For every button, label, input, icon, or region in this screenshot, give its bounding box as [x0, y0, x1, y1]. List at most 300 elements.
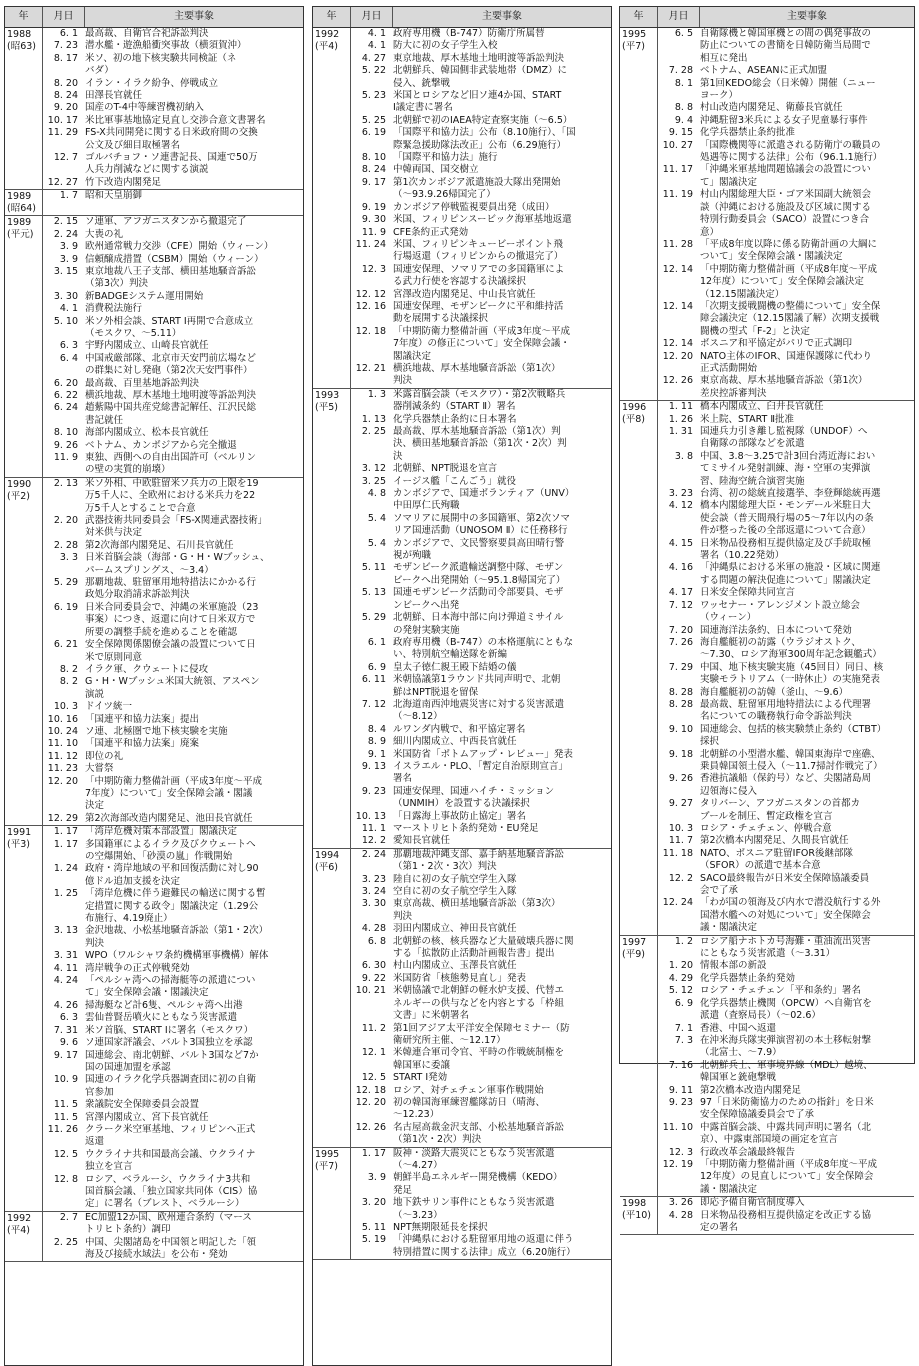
- event-date: 10. 3: [53, 701, 78, 713]
- event-date: 12. 20: [662, 350, 693, 362]
- event-date: 12. 5: [53, 1148, 78, 1160]
- event-text: 大嘗祭: [85, 763, 114, 775]
- year-block: [620, 1197, 914, 1235]
- event-date: 1. 25: [53, 888, 78, 900]
- year-label: 1991: [7, 827, 32, 839]
- event-date: 12. 16: [355, 300, 386, 312]
- event-date: 5. 23: [361, 90, 386, 102]
- event-date: 11. 12: [47, 750, 78, 762]
- event-row: [658, 823, 914, 835]
- event-text: ロシア、対チェチェン軍事作戦開始: [393, 1084, 544, 1096]
- event-date: 11. 19: [662, 189, 693, 201]
- event-date: 3. 13: [53, 925, 78, 937]
- event-row: [43, 190, 303, 202]
- event-text: 政府専用機（B-747）防衛庁所属替: [393, 28, 545, 39]
- event-text: 米上院、START Ⅱ批准: [700, 413, 795, 425]
- event-row: [351, 724, 611, 736]
- event-date: 4. 24: [53, 975, 78, 987]
- event-date: 2. 25: [361, 426, 386, 437]
- event-text: 地下鉄サリン事件にともなう災害派遣 （～3.23）: [393, 1197, 555, 1221]
- event-row: [658, 1060, 914, 1085]
- event-row: [43, 813, 303, 825]
- event-date: 8. 4: [367, 723, 386, 735]
- event-list: [658, 28, 914, 400]
- event-list: [43, 28, 303, 189]
- event-text: ルワンダ内戦で、和平協定署名: [393, 723, 526, 735]
- event-row: [43, 676, 303, 701]
- event-row: [43, 763, 303, 775]
- event-row: [43, 440, 303, 452]
- year-cell: [313, 389, 351, 848]
- event-text: 米比軍事基地協定見直し交渉合意文書署名: [85, 114, 266, 126]
- event-date: 12. 21: [355, 362, 386, 374]
- event-row: [43, 1025, 303, 1037]
- event-date: 11. 28: [662, 238, 693, 250]
- event-list: [351, 28, 611, 388]
- event-row: [43, 1037, 303, 1049]
- event-date: 8. 28: [668, 686, 693, 698]
- event-date: 4. 8: [367, 488, 386, 500]
- event-list: [658, 401, 914, 934]
- era-label: (平5): [315, 401, 338, 413]
- table-header: [620, 7, 914, 28]
- event-date: 7. 23: [53, 40, 78, 52]
- year-label: 1993: [315, 389, 340, 401]
- event-row: [43, 90, 303, 102]
- event-text: 東京高裁、厚木基地騒音訴訟（第1次） 差戻控訴審判決: [700, 375, 868, 399]
- event-list: [351, 1148, 611, 1260]
- event-date: 3. 24: [361, 886, 386, 898]
- event-row: [351, 177, 611, 202]
- event-date: 1. 2: [674, 935, 693, 947]
- event-date: 7. 3: [674, 1034, 693, 1046]
- event-date: 7. 1: [674, 1022, 693, 1034]
- event-row: [43, 152, 303, 177]
- event-date: 3. 30: [361, 898, 386, 910]
- event-row: [351, 414, 611, 426]
- year-cell: [620, 28, 658, 400]
- event-date: 8. 24: [53, 90, 78, 102]
- year-label: 1996: [622, 402, 647, 414]
- event-text: 北朝鮮の小型潜水艦、韓国東海岸で座礁、 乗員韓国領土侵入（～11.7掃討作戦完了）: [700, 748, 883, 772]
- event-text: 宮澤内閣成立、宮下長官就任: [85, 1111, 209, 1123]
- event-date: 2. 15: [53, 216, 78, 228]
- event-row: [351, 65, 611, 90]
- event-text: ベトナム、カンボジアから完全撤退: [85, 439, 237, 451]
- event-list: [43, 826, 303, 1211]
- event-text: 米ソ外相、中欧駐留米ソ兵力の上限を19 万5千人に、全欧州における米兵力を22 万5千人とすることで合意: [85, 477, 259, 514]
- event-text: 防大に初の女子学生入校: [393, 40, 498, 52]
- event-list: [43, 478, 303, 825]
- event-row: [351, 538, 611, 563]
- event-date: 12. 24: [662, 897, 693, 909]
- table-header: [5, 7, 303, 28]
- event-row: [43, 427, 303, 439]
- event-row: [43, 963, 303, 975]
- event-row: [658, 1097, 914, 1122]
- event-row: [351, 936, 611, 961]
- event-row: [43, 1112, 303, 1124]
- header-date: 月日: [658, 7, 700, 27]
- event-date: 11. 10: [662, 1121, 693, 1133]
- event-text: SACO最終報告が日米安全保障協議委員 会で了承: [700, 872, 870, 897]
- event-date: 11. 9: [53, 452, 78, 463]
- event-date: 11. 23: [47, 763, 78, 775]
- event-row: [43, 1149, 303, 1174]
- event-text: タリバーン、アフガニスタンの首都カ ブールを制圧、暫定政権を宣言: [700, 798, 861, 822]
- event-date: 4. 1: [367, 28, 386, 39]
- event-date: 12. 3: [668, 1146, 693, 1158]
- event-row: [351, 874, 611, 886]
- event-row: [351, 960, 611, 972]
- event-text: マーストリヒト条約発効・EU発足: [393, 823, 539, 834]
- event-row: [351, 227, 611, 239]
- event-row: [43, 53, 303, 78]
- event-row: [351, 662, 611, 674]
- event-row: [658, 897, 914, 934]
- year-block: [5, 28, 303, 190]
- year-label: 1992: [315, 29, 340, 40]
- event-text: 米朝協議で北朝鮮の軽水炉支援、代替エ ネルギーの供与などを内容とする「枠組 文書」に米朝署名: [393, 985, 565, 1022]
- year-label: 1998: [622, 1198, 647, 1210]
- event-row: [43, 751, 303, 763]
- header-event: 主要事象: [787, 11, 827, 22]
- event-text: 皇太子徳仁親王殿下結婚の儀: [393, 661, 517, 673]
- event-row: [658, 102, 914, 114]
- event-row: [351, 202, 611, 214]
- event-row: [658, 773, 914, 798]
- event-date: 3. 9: [367, 1172, 386, 1184]
- event-date: 9. 18: [668, 748, 693, 760]
- event-date: 10. 3: [668, 823, 693, 834]
- event-text: 「国連平和協力法案」提出: [85, 713, 200, 725]
- event-row: [658, 338, 914, 350]
- event-text: 陸自に初の女子航空学生入隊: [393, 873, 517, 885]
- event-date: 9. 30: [361, 214, 386, 226]
- event-date: 10. 16: [47, 713, 78, 725]
- event-date: 12. 3: [361, 263, 386, 275]
- event-row: [658, 500, 914, 537]
- event-text: 日米物品役務相互提供協定及び手続取極 署名（10.22発効）: [700, 537, 872, 562]
- event-text: 国連安保理、国連ハイチ・ミッション （UNMIH）を設置する決議採択: [393, 785, 555, 810]
- event-date: 7. 12: [361, 698, 386, 710]
- event-row: [43, 863, 303, 888]
- event-text: 橋本内閣総理大臣・モンデール米駐日大 使会談（普天間飛行場の5～7年以内の条 件が整った後の全部返還について合意）: [700, 500, 874, 537]
- event-date: 5. 12: [668, 985, 693, 997]
- event-row: [351, 326, 611, 363]
- event-list: [43, 216, 303, 477]
- event-date: 11. 5: [53, 1099, 78, 1111]
- header-event: 主要事象: [482, 11, 522, 22]
- event-date: 9. 17: [361, 176, 386, 188]
- event-row: [43, 1074, 303, 1099]
- event-text: ソ連、北極圏で地下核実験を実施: [85, 725, 228, 737]
- event-text: 「沖縄県における米軍の施設・区域に関連 する問題の解決促進について」閣議決定: [700, 562, 881, 586]
- event-text: ウクライナ共和国最高会議、ウクライナ 独立を宣言: [85, 1148, 256, 1173]
- event-text: 北海道南西沖地震災害に対する災害派遣 （～8.12）: [393, 698, 565, 723]
- event-date: 3. 9: [59, 253, 78, 265]
- event-row: [658, 625, 914, 637]
- event-date: 6. 3: [59, 340, 78, 352]
- event-text: 横浜地裁、厚木基地騒音訴訟（第1次） 判決: [393, 362, 561, 387]
- event-date: 3. 23: [668, 488, 693, 500]
- event-text: 「中期防衛力整備計画（平成3年度～平成 7年度）について」安全保障会議・閣議 決定: [85, 775, 263, 812]
- era-label: (平8): [622, 414, 645, 426]
- event-date: 12. 20: [47, 775, 78, 787]
- event-row: [351, 886, 611, 898]
- event-row: [43, 1050, 303, 1075]
- event-text: 「平成8年度以降に係る防衛計画の大綱に ついて」安全保障会議・閣議決定: [700, 238, 878, 263]
- event-text: 羽田内閣成立、神田長官就任: [393, 923, 517, 935]
- event-text: 「沖縄米軍基地問題協議会の設置につい て」閣議決定: [700, 164, 871, 188]
- event-date: 8. 1: [674, 77, 693, 89]
- event-text: 潜水艦・遊漁船衝突事故（横須賀沖）: [85, 40, 247, 52]
- event-row: [658, 587, 914, 599]
- event-text: 最高裁、百里基地訴訟判決: [85, 377, 200, 389]
- event-row: [43, 316, 303, 341]
- event-date: 3. 3: [59, 552, 78, 564]
- era-label: (昭64): [7, 203, 37, 215]
- event-row: [351, 612, 611, 637]
- event-text: 海部内閣成立、松本長官就任: [85, 427, 209, 439]
- event-date: 9. 1: [367, 748, 386, 760]
- year-block: [5, 826, 303, 1212]
- event-date: 1. 11: [668, 401, 693, 413]
- year-label: 1995: [622, 29, 647, 40]
- event-text: 武器技術共同委員会「FS-X関連武器技術」 対米供与決定: [85, 515, 268, 539]
- header-date: 月日: [43, 7, 85, 27]
- event-date: 12. 26: [662, 375, 693, 387]
- event-date: 7. 28: [668, 65, 693, 77]
- event-date: 12. 26: [355, 1121, 386, 1133]
- event-row: [658, 1210, 914, 1235]
- event-text: カンボジア停戦監視要員出発（成田）: [393, 201, 555, 213]
- event-text: ベトナム、ASEANに正式加盟: [700, 65, 827, 77]
- event-text: クラーク米空軍基地、フィリピンへ正式 返還: [85, 1123, 256, 1148]
- event-text: 最高裁、自衛官合祀訴訟判決: [85, 28, 209, 39]
- event-date: 3. 26: [668, 1197, 693, 1209]
- event-row: [351, 389, 611, 414]
- event-text: 中国、尖閣諸島を中国領と明記した「領 海及び接続水域法」を公布・発効: [85, 1236, 257, 1260]
- event-row: [351, 1072, 611, 1084]
- event-text: 村山改造内閣発足、衛藤長官就任: [700, 102, 843, 114]
- event-text: 化学兵器禁止条約発効: [700, 972, 796, 984]
- event-date: 7. 31: [53, 1024, 78, 1036]
- event-date: 9. 23: [668, 1096, 693, 1108]
- event-row: [43, 241, 303, 253]
- year-cell: [5, 478, 43, 825]
- event-row: [43, 577, 303, 602]
- event-row: [43, 177, 303, 189]
- event-row: [658, 1023, 914, 1035]
- event-date: 8. 8: [674, 102, 693, 114]
- event-row: [43, 1012, 303, 1024]
- event-row: [43, 515, 303, 540]
- event-text: 日米合同委員会で、沖縄の米軍施設（23 事案）につき、返還に向けて日米双方で 所要の調整手続を進めることを確認: [85, 601, 259, 638]
- event-date: 4. 11: [53, 962, 78, 974]
- era-label: (平4): [7, 1224, 30, 1236]
- event-row: [658, 414, 914, 426]
- event-date: 11. 5: [53, 1111, 78, 1123]
- event-date: 9. 20: [53, 102, 78, 114]
- event-text: 「中期防衛力整備計画（平成8年度～平成 12年度）について」安全保障会議決定 （12.15閣議決定）: [700, 263, 878, 300]
- event-row: [658, 375, 914, 400]
- event-text: ドイツ統一: [85, 701, 133, 713]
- event-date: 3. 25: [361, 475, 386, 487]
- event-date: 2. 25: [53, 1236, 78, 1248]
- event-text: 政府専用機（B-747）の本格運航にともな い、特別航空輸送隊を新編: [393, 636, 574, 661]
- event-date: 12. 14: [662, 338, 693, 350]
- event-row: [351, 835, 611, 847]
- event-date: 1. 3: [367, 388, 386, 400]
- event-date: 4. 1: [59, 303, 78, 315]
- event-text: 東独、西側への自由出国許可（ベルリン の壁の実質的崩壊）: [85, 452, 257, 476]
- event-text: 北朝鮮、NPT脱退を宣言: [393, 463, 498, 475]
- event-text: 第2次海部改造内閣発足、池田長官就任: [85, 812, 253, 824]
- event-date: 6. 24: [53, 402, 78, 414]
- header-date: 月日: [351, 7, 393, 27]
- event-text: NATO、ボスニア駐留IFOR後継部隊 （SFOR）の派遣で基本合意: [700, 847, 853, 872]
- event-row: [351, 637, 611, 662]
- event-text: 掃海艇など計6隻、ペルシャ湾へ出港: [85, 999, 243, 1011]
- event-row: [351, 923, 611, 935]
- event-row: [43, 1124, 303, 1149]
- event-date: 8. 10: [53, 427, 78, 439]
- event-text: 昭和天皇崩御: [85, 190, 143, 202]
- event-text: 北朝鮮の核、核兵器など大量破壊兵器に関 する「拡散防止活動計画報告書」提出: [393, 935, 574, 960]
- event-text: イラク軍、クウェートに侵攻: [85, 663, 209, 675]
- event-row: [351, 53, 611, 65]
- event-row: [43, 1212, 303, 1237]
- event-row: [658, 115, 914, 127]
- event-text: 橋本内閣成立、臼井長官就任: [700, 401, 824, 413]
- event-date: 6. 11: [361, 674, 386, 686]
- event-row: [351, 1122, 611, 1147]
- event-text: 「次期支援戦闘機の整備について」安全保 障会議決定（12.15閣議了解）次期支援戦 闘機の型式「F-2」と決定: [700, 300, 881, 337]
- event-row: [43, 726, 303, 738]
- event-text: START Ⅰ発効: [393, 1072, 448, 1084]
- event-row: [351, 898, 611, 923]
- event-date: 6. 30: [361, 960, 386, 972]
- event-row: [351, 849, 611, 874]
- event-text: 消費税法施行: [85, 303, 143, 315]
- event-text: 香港抗議船（保釣号）など、尖閣諸島周 辺領海に侵入: [700, 773, 872, 797]
- event-text: 湾岸戦争の正式停戦発効: [85, 962, 190, 974]
- event-date: 12. 5: [361, 1072, 386, 1084]
- event-row: [43, 127, 303, 152]
- event-text: 朝鮮半島エネルギー開発機構（KEDO） 発足: [393, 1172, 563, 1196]
- era-label: (昭63): [7, 41, 37, 52]
- event-date: 6. 5: [674, 28, 693, 39]
- event-row: [658, 1159, 914, 1196]
- event-date: 5. 11: [361, 562, 386, 574]
- event-date: 1. 17: [53, 826, 78, 838]
- event-date: 4. 12: [668, 500, 693, 512]
- year-cell: [5, 216, 43, 477]
- event-text: 第2次橋本改造内閣発足: [700, 1084, 802, 1096]
- event-row: [43, 552, 303, 577]
- event-row: [351, 301, 611, 326]
- event-row: [351, 40, 611, 52]
- event-row: [43, 602, 303, 639]
- event-row: [658, 1122, 914, 1147]
- event-row: [43, 1237, 303, 1262]
- event-text: 北朝鮮兵士、軍事境界線（MDL）越境、 韓国軍と銃砲撃戦: [700, 1059, 873, 1084]
- year-cell: [620, 401, 658, 934]
- event-date: 1. 31: [668, 426, 693, 437]
- event-text: 自衛隊機と韓国軍機との間の偶発事故の 防止についての書簡を日韓防衛当局間で 相互に発出: [700, 28, 872, 64]
- event-row: [351, 214, 611, 226]
- event-date: 5. 10: [53, 315, 78, 327]
- event-date: 11. 24: [355, 238, 386, 250]
- event-text: 北朝鮮、日本海中部に向け弾道ミサイル の発射実験実施: [393, 612, 564, 636]
- event-text: 米国、フィリピンキュービーポイント飛 行場返還（フィリピンからの撤退完了）: [393, 238, 564, 263]
- event-date: 1. 26: [668, 413, 693, 425]
- era-label: (平3): [7, 839, 30, 851]
- event-row: [658, 998, 914, 1023]
- event-date: 4. 26: [53, 999, 78, 1011]
- event-date: 7. 16: [668, 1059, 693, 1071]
- event-text: 名古屋高裁金沢支部、小松基地騒音訴訟 （第1次・2次）判決: [393, 1121, 565, 1146]
- event-date: 10. 27: [662, 139, 693, 151]
- event-text: イスラエル・PLO、「暫定自治原則宣言」 署名: [393, 760, 568, 785]
- event-row: [43, 639, 303, 664]
- event-row: [43, 664, 303, 676]
- event-text: 新BADGEシステム運用開始: [85, 290, 204, 302]
- event-date: 12. 14: [662, 263, 693, 275]
- event-text: 趙紫陽中国共産党総書記解任、江沢民総 書記就任: [85, 402, 257, 426]
- event-text: 「中期防衛力整備計画（平成8年度～平成 12年度）の見直しについて」安全保障会 議・閣議決定: [700, 1158, 878, 1195]
- event-row: [351, 164, 611, 176]
- event-row: [351, 1097, 611, 1122]
- event-date: 10. 9: [53, 1074, 78, 1086]
- event-date: 4. 27: [361, 52, 386, 64]
- event-text: 信頼醸成措置（CSBM）開始（ウィーン）: [85, 253, 264, 265]
- event-row: [658, 426, 914, 451]
- event-date: 12. 18: [355, 325, 386, 337]
- event-row: [351, 152, 611, 164]
- event-row: [43, 266, 303, 291]
- event-text: 第1回アジア太平洋安全保障セミナー（防 衛研究所主催、～12.17）: [393, 1022, 570, 1046]
- event-row: [43, 78, 303, 90]
- event-text: 国連海洋法条約、日本について発効: [700, 624, 852, 636]
- event-date: 11. 7: [668, 835, 693, 847]
- event-row: [658, 637, 914, 662]
- event-text: 情報本部の新設: [700, 960, 767, 972]
- event-text: 中国、3.8～3.25で計3回台湾近海におい てミサイル発射訓練、海・空軍の実弾演 習、陸海空統合演習実施: [700, 450, 876, 487]
- event-date: 1. 24: [53, 863, 78, 875]
- event-text: 最高裁、駐留軍用地特措法による代理署 名についての職務執行命令訴訟判決: [700, 698, 872, 723]
- era-label: (平6): [315, 861, 338, 873]
- event-date: 5. 29: [53, 577, 78, 589]
- event-date: 4. 28: [361, 923, 386, 935]
- event-row: [43, 115, 303, 127]
- event-date: 11. 10: [47, 738, 78, 750]
- event-text: 北朝鮮で初のIAEA特定査察実施（～6.5）: [393, 114, 573, 126]
- year-cell: [5, 826, 43, 1211]
- event-text: 「湾岸危機に伴う避難民の輸送に関する暫 定措置に関する政令」閣議決定（1.29公 布施行、4.19廃止）: [85, 888, 266, 925]
- event-date: 3. 15: [53, 265, 78, 277]
- event-row: [43, 303, 303, 315]
- event-row: [351, 786, 611, 811]
- event-text: 「中期防衛力整備計画（平成3年度～平成 7年度）の修正について」安全保障会議・ 閣議決定: [393, 325, 571, 362]
- event-row: [658, 1085, 914, 1097]
- event-date: 11. 2: [361, 1022, 386, 1034]
- event-text: 中国、地下核実験実施（45回目）同日、核 実験モラトリアム（一時休止）の実施発表: [700, 661, 884, 686]
- event-row: [43, 216, 303, 228]
- event-row: [658, 960, 914, 972]
- year-label: 1994: [315, 849, 340, 861]
